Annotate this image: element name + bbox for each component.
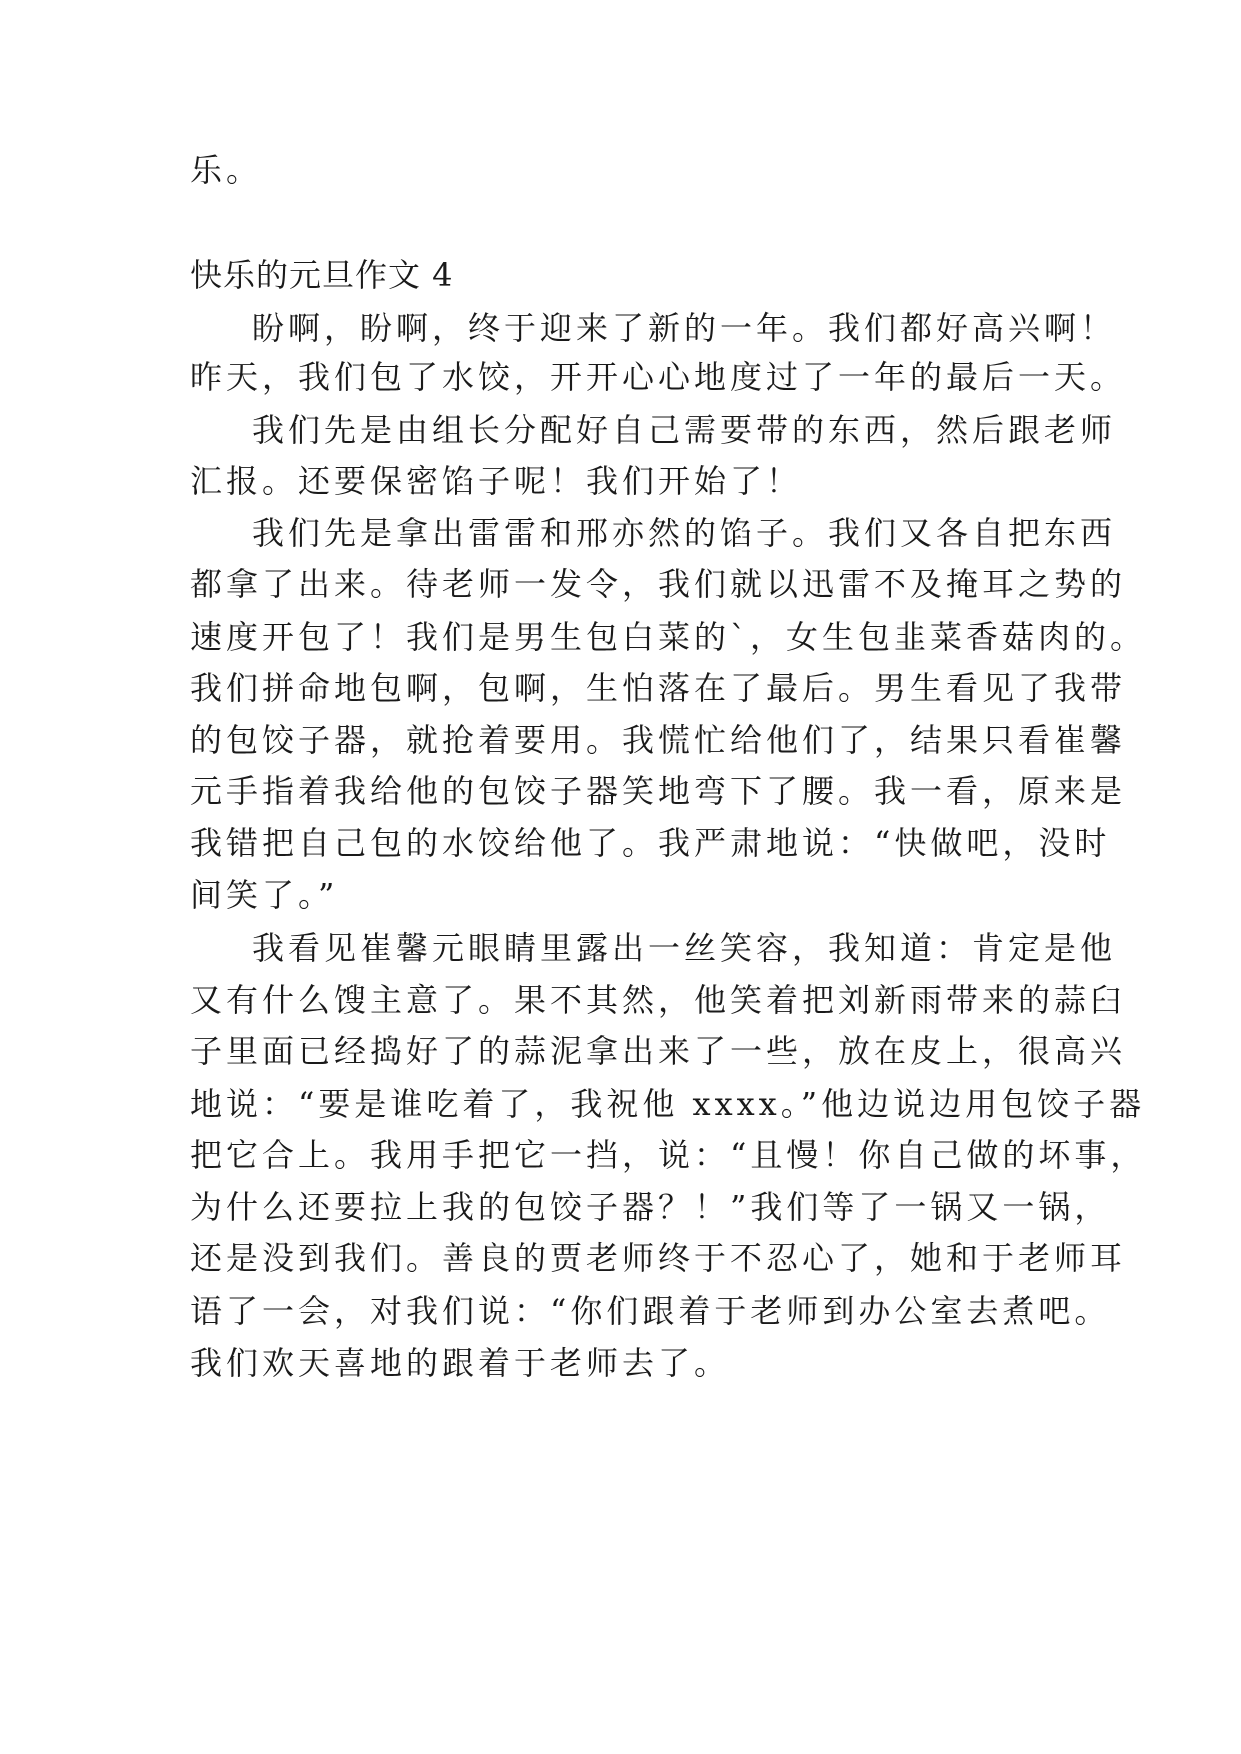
text-line: 间笑了。” <box>190 876 339 914</box>
text-line: 还是没到我们。善良的贾老师终于不忍心了，她和于老师耳 <box>190 1239 1127 1277</box>
text-line: 汇报。还要保密馅子呢！我们开始了！ <box>190 462 803 500</box>
text-line: 的包饺子器，就抢着要用。我慌忙给他们了，结果只看崔馨 <box>190 721 1127 759</box>
text-line: 昨天，我们包了水饺，开开心心地度过了一年的最后一天。 <box>190 358 1127 396</box>
text-line: 都拿了出来。待老师一发令，我们就以迅雷不及掩耳之势的 <box>190 565 1127 603</box>
text-line: 我看见崔馨元眼睛里露出一丝笑容，我知道：肯定是他 <box>252 929 1117 967</box>
text-line: 为什么还要拉上我的包饺子器？！”我们等了一锅又一锅， <box>190 1188 1111 1226</box>
text-line: 又有什么馊主意了。果不其然，他笑着把刘新雨带来的蒜臼 <box>190 981 1127 1019</box>
text-line: 我们拼命地包啊，包啊，生怕落在了最后。男生看见了我带 <box>190 669 1127 707</box>
continuation-text: 乐。 <box>190 151 263 189</box>
text-line: 速度开包了！我们是男生包白菜的`，女生包韭菜香菇肉的。 <box>190 618 1147 656</box>
text-line: 地说：“要是谁吃着了，我祝他 xxxx。”他边说边用包饺子器 <box>190 1085 1146 1123</box>
text-line: 语了一会，对我们说：“你们跟着于老师到办公室去煮吧。 <box>190 1292 1111 1330</box>
text-line: 我错把自己包的水饺给他了。我严肃地说：“快做吧，没时 <box>190 824 1111 862</box>
essay-title: 快乐的元旦作文 4 <box>190 256 454 294</box>
text-line: 元手指着我给他的包饺子器笑地弯下了腰。我一看，原来是 <box>190 772 1127 810</box>
text-line: 我们欢天喜地的跟着于老师去了。 <box>190 1344 731 1382</box>
text-line: 我们先是拿出雷雷和邢亦然的馅子。我们又各自把东西 <box>252 514 1117 552</box>
text-line: 把它合上。我用手把它一挡，说：“且慢！你自己做的坏事， <box>190 1136 1147 1174</box>
text-line: 子里面已经捣好了的蒜泥拿出来了一些，放在皮上，很高兴 <box>190 1032 1127 1070</box>
text-line: 我们先是由组长分配好自己需要带的东西，然后跟老师 <box>252 411 1117 449</box>
text-line: 盼啊，盼啊，终于迎来了新的一年。我们都好高兴啊！ <box>252 309 1117 347</box>
